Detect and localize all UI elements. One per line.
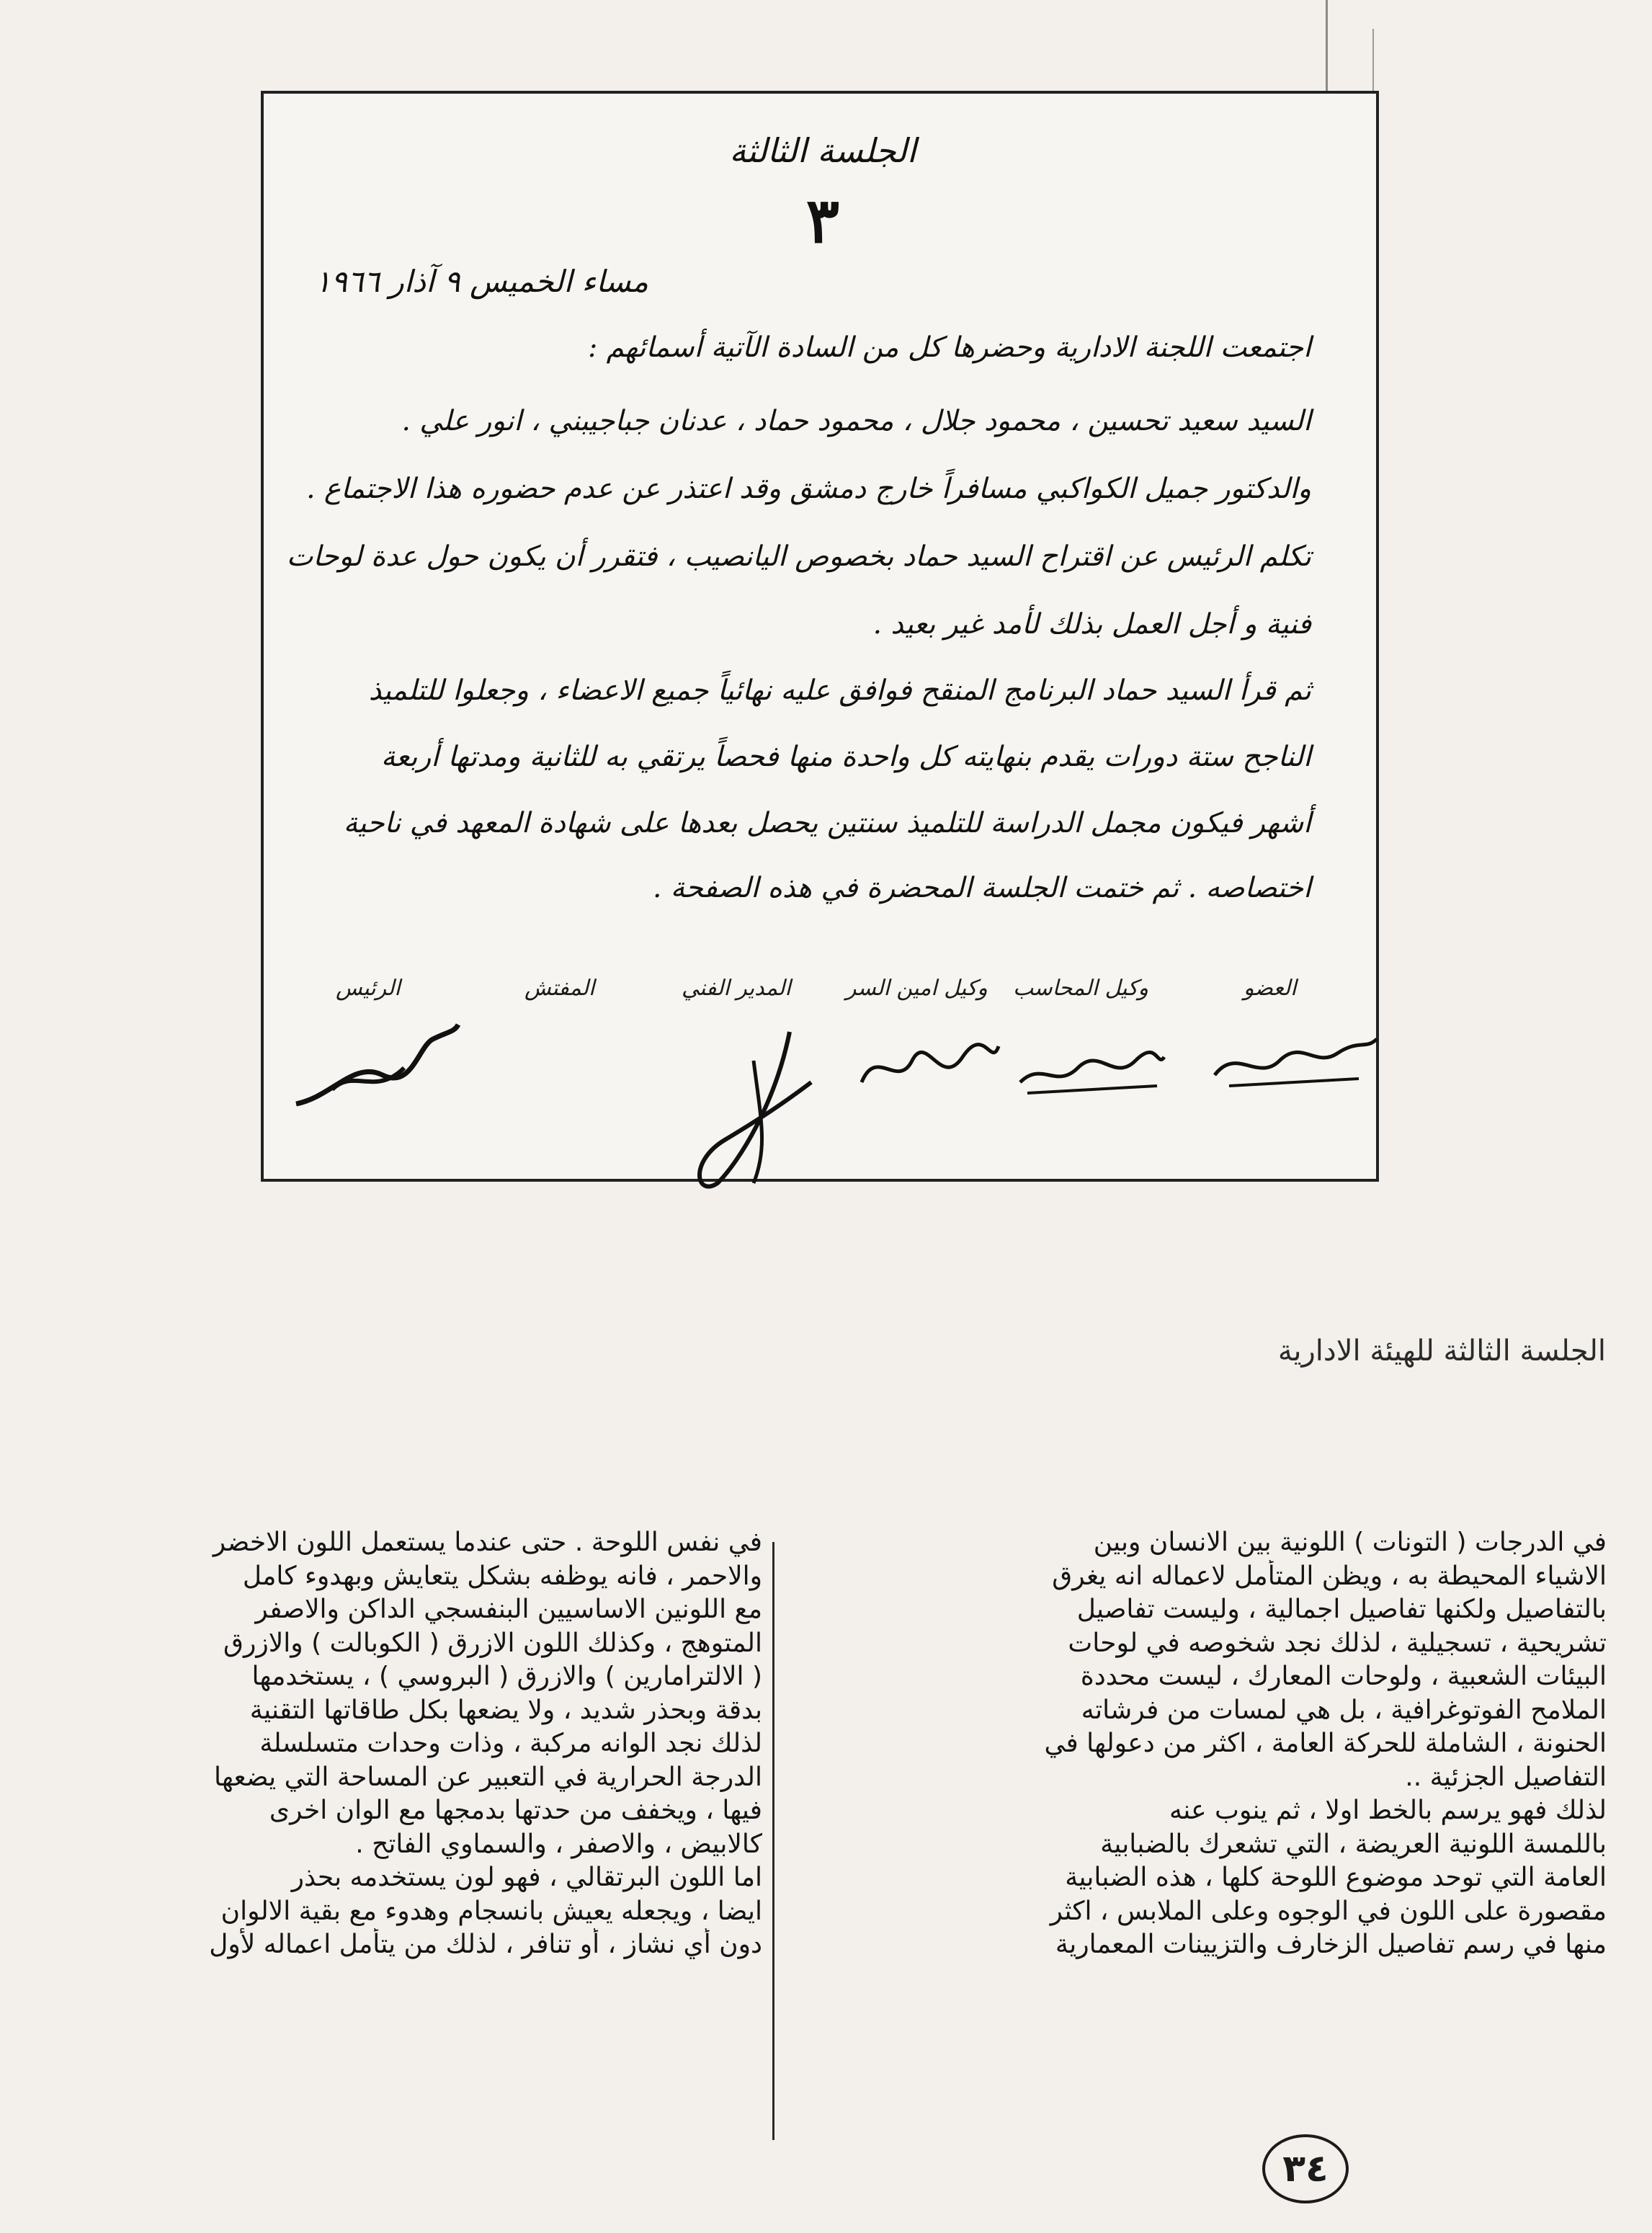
text-line: بدقة وبحذر شديد ، ولا يضعها بكل طاقاتها التقنية <box>249 1695 762 1725</box>
text-line: بالتفاصيل ولكنها تفاصيل اجمالية ، وليست تفاصيل <box>1076 1595 1607 1624</box>
article-column-left <box>35 1526 762 1962</box>
text-line: المتوهج ، وكذلك اللون الازرق ( الكوبالت ) والازرق <box>223 1628 762 1658</box>
handwritten-minutes-document <box>261 91 1379 1182</box>
figure-caption: الجلسة الثالثة للهيئة الادارية <box>1277 1334 1606 1368</box>
minutes-line: أشهر فيكون مجمل الدراسة للتلميذ سنتين يحصل بعدها على شهادة المعهد في ناحية <box>343 807 1311 839</box>
minutes-line: والدكتور جميل الكواكبي مسافراً خارج دمشق وقد اعتذر عن عدم حضوره هذا الاجتماع . <box>306 473 1311 505</box>
signature-label: وكيل المحاسب <box>1013 976 1148 1001</box>
document-title: الجلسة الثالثة <box>729 131 916 170</box>
signature-mark <box>1207 1017 1380 1104</box>
text-line: التفاصيل الجزئية .. <box>1405 1762 1607 1792</box>
minutes-line: ثم قرأ السيد حماد البرنامج المنقح فوافق عليه نهائياً جميع الاعضاء ، وجعلوا للتلميذ <box>368 674 1311 707</box>
text-line: في نفس اللوحة . حتى عندما يستعمل اللون الاخضر <box>213 1528 762 1557</box>
text-line: العامة التي توحد موضوع اللوحة كلها ، هذه الضبابية <box>1065 1863 1607 1892</box>
text-line: دون أي نشاز ، أو تنافر ، لذلك من يتأمل اعماله لأول <box>209 1930 762 1959</box>
text-line: ايضا ، ويجعله يعيش بانسجام وهدوء مع بقية الالوان <box>220 1896 762 1926</box>
document-date: مساء الخميس ٩ آذار ١٩٦٦ <box>314 264 648 299</box>
text-line: لذلك فهو يرسم بالخط اولا ، ثم ينوب عنه <box>1169 1796 1607 1825</box>
session-number: ٣ <box>805 184 840 257</box>
text-line: كالابيض ، والاصفر ، والسماوي الفاتح . <box>355 1829 762 1859</box>
minutes-line: اختصاصه . ثم ختمت الجلسة المحضرة في هذه الصفحة . <box>652 872 1311 904</box>
text-line: ( الالترامارين ) والازرق ( البروسي ) ، يستخدمها <box>251 1662 762 1691</box>
text-line: لذلك نجد الوانه مركبة ، وذات وحدات متسلسلة <box>259 1729 762 1758</box>
text-line: باللمسة اللونية العريضة ، التي تشعرك بالضبابية <box>1100 1829 1607 1859</box>
article-column-right <box>893 1526 1607 1962</box>
text-line: الدرجة الحرارية في التعبير عن المساحة التي يضعها <box>213 1762 762 1792</box>
signature-mark <box>667 1017 826 1198</box>
text-line: في الدرجات ( التونات ) اللونية بين الانسان وبين <box>1093 1528 1607 1557</box>
signature-label: المدير الفني <box>682 976 791 1001</box>
text-line: الملامح الفوتوغرافية ، بل هي لمسات من فرشاته <box>1081 1695 1607 1725</box>
minutes-line: الناجح ستة دورات يقدم بنهايته كل واحدة منها فحصاً يرتقي به للثانية ومدتها أربعة <box>380 741 1311 773</box>
text-line: مع اللونين الاساسيين البنفسجي الداكن والاصفر <box>255 1595 762 1624</box>
text-line: والاحمر ، فانه يوظفه بشكل يتعايش وبهدوء كامل <box>242 1561 762 1591</box>
text-line: مقصورة على اللون في الوجوه وعلى الملابس ، اكثر <box>1050 1896 1607 1926</box>
text-line: الاشياء المحيطة به ، ويظن المتأمل لاعماله انه يغرق <box>1052 1561 1607 1591</box>
signature-mark <box>854 1017 1006 1104</box>
minutes-line: اجتمعت اللجنة الادارية وحضرها كل من السادة الآتية أسمائهم : <box>588 331 1311 364</box>
text-line: فيها ، ويخفف من حدتها بدمجها مع الوان اخرى <box>269 1796 762 1825</box>
minutes-line: تكلم الرئيس عن اقتراح السيد حماد بخصوص اليانصيب ، فتقرر أن يكون حول عدة لوحات <box>286 540 1311 573</box>
minutes-line: السيد سعيد تحسين ، محمود جلال ، محمود حماد ، عدنان جباجيبني ، انور علي . <box>401 405 1311 437</box>
text-line: اما اللون البرتقالي ، فهو لون يستخدمه بحذر <box>291 1863 762 1892</box>
signature-label: المفتش <box>524 976 595 1001</box>
text-line: الحنونة ، الشاملة للحركة العامة ، اكثر من دعولها في <box>1044 1729 1607 1758</box>
signature-label: وكيل امين السر <box>846 976 988 1001</box>
signature-mark <box>289 1017 462 1118</box>
text-line: تشريحية ، تسجيلية ، لذلك نجد شخوصه في لوحات <box>1068 1628 1607 1658</box>
minutes-line: فنية و أجل العمل بذلك لأمد غير بعيد . <box>872 608 1311 641</box>
signature-label: العضو <box>1244 976 1297 1001</box>
column-divider <box>772 1542 774 2140</box>
signature-mark <box>1013 1017 1171 1104</box>
signature-label: الرئيس <box>336 976 401 1001</box>
text-line: البيئات الشعبية ، ولوحات المعارك ، ليست محددة <box>1080 1662 1607 1691</box>
page-number: ٣٤ <box>1262 2134 1349 2203</box>
text-line: منها في رسم تفاصيل الزخارف والتزيينات المعمارية <box>1055 1930 1607 1959</box>
